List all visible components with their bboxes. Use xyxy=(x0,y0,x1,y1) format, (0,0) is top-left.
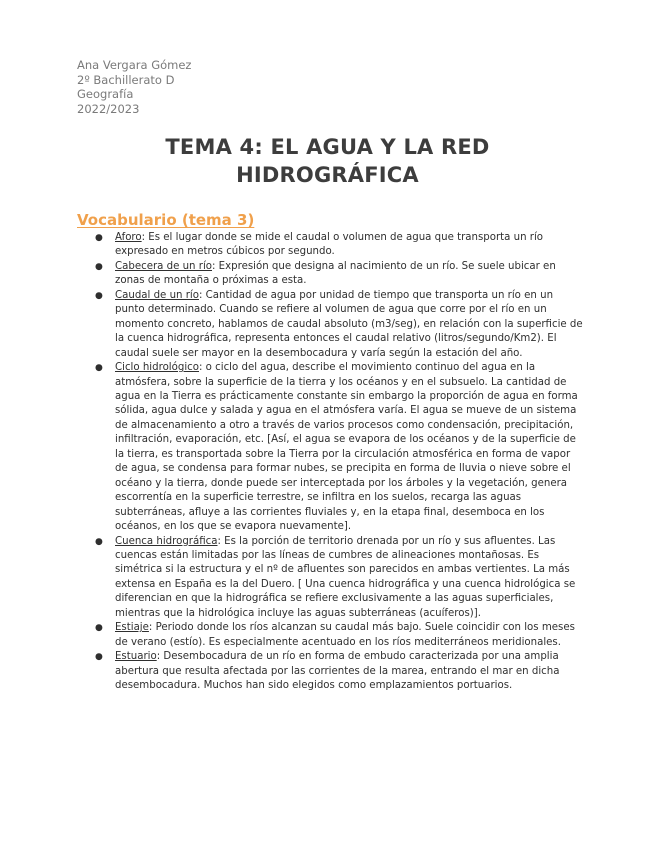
list-item xyxy=(95,260,585,289)
term-definition: : o ciclo del agua, describe el movimiento continuo del agua en la atmósfera, sobre la superficie de la tierra y los océanos y en el subsuelo. La cantidad de agua en la Tierra es prácticamente constante sin embargo la proporción de agua en forma sólida, agua dulce y salada y agua en el atmósfera varía. El agua se mueve de un sistema de almacenamiento a otro a través de varios procesos como condensación, precipitación, infiltración, evaporación, etc. [Así, el agua se evapora de los océanos y de la superficie de la tierra, es transportada sobre la Tierra por la circulación atmosférica en forma de vapor de agua, se condensa para formar nubes, se precipita en forma de lluvia o nieve sobre el océano y la tierra, donde puede ser interceptada por los árboles y la vegetación, genera escorrentía en la superficie terrestre, se infiltra en los suelos, recarga las aguas subterráneas, afluye a las corrientes fluviales y, en la etapa final, desemboca en los océanos, en los que se evapora nuevamente]. xyxy=(115,362,578,533)
term-label: Aforo xyxy=(115,232,142,243)
author-header xyxy=(77,58,191,116)
bullet-icon: ● xyxy=(95,290,103,301)
term-definition: : Desembocadura de un río en forma de embudo caracterizada por una amplia abertura que resulta afectada por las corrientes de la marea, entrando el mar en dicha desembocadura. Muchos han sido elegidos como emplazamientos portuarios. xyxy=(115,651,560,692)
term-label: Estuario xyxy=(115,651,157,663)
bullet-icon: ● xyxy=(95,536,103,547)
term-label: Cuenca hidrográfica xyxy=(115,535,218,547)
bullet-icon: ● xyxy=(95,233,103,243)
term-definition: : Expresión que designa al nacimiento de un río. Se suele ubicar en zonas de montaña o próximas a esta. xyxy=(115,260,556,287)
section-heading-vocabulary: Vocabulario (tema 3) xyxy=(77,211,255,229)
title-line-1: TEMA 4: EL AGUA Y LA RED xyxy=(165,135,490,159)
subject-label: Geografía xyxy=(77,87,134,102)
bullet-icon: ● xyxy=(95,261,103,272)
list-item xyxy=(95,621,585,650)
title-line-2: HIDROGRÁFICA xyxy=(236,163,419,187)
term-definition: : Periodo donde los ríos alcanzan su caudal más bajo. Suele coincidir con los meses de verano (estío). Es especialmente acentuado en los ríos mediterráneos meridionales. xyxy=(115,622,575,648)
term-label: Ciclo hidrológico xyxy=(115,362,199,374)
bullet-icon: ● xyxy=(95,363,103,374)
school-year: 2022/2023 xyxy=(77,101,140,116)
list-item xyxy=(95,650,585,693)
term-label: Caudal de un río xyxy=(115,289,199,301)
term-label: Cabecera de un río xyxy=(115,260,213,272)
vocabulary-list xyxy=(95,231,585,694)
page-title xyxy=(60,133,595,189)
term-definition: : Cantidad de agua por unidad de tiempo que transporta un río en un punto determinado. Cuando se refiere al volumen de agua que corre por el río en un momento concreto, hablamos de caudal absoluto (m3/seg), en relación con la superficie de la cuenca hidrográfica, representa entonces el caudal relativo (litros/segundo/Km2). El caudal suele ser mayor en la desembocadura y varía según la estación del año. xyxy=(115,289,583,359)
course-label: 2º Bachillerato D xyxy=(77,72,175,87)
list-item xyxy=(95,289,585,361)
term-label: Estiaje xyxy=(115,622,149,634)
term-definition: : Es la porción de territorio drenada por un río y sus afluentes. Las cuencas están limitadas por las líneas de cumbres de alineaciones montañosas. Es simétrica si la estructura y el nº de afluentes son parecidos en ambas vertientes. La más extensa en España es la del Duero. [ Una cuenca hidrográfica y una cuenca hidrológica se diferencian en que la hidrográfica se refiere exclusivamente a las aguas superficiales, mientras que la hidrológica incluye las aguas subterráneas (acuíferos)]. xyxy=(115,535,576,619)
bullet-icon: ● xyxy=(95,623,103,634)
list-item xyxy=(95,535,585,622)
term-definition: : Es el lugar donde se mide el caudal o volumen de agua que transporta un río expresado en metros cúbicos por segundo. xyxy=(115,232,544,258)
author-name: Ana Vergara Gómez xyxy=(77,58,192,72)
list-item xyxy=(95,231,585,260)
bullet-icon: ● xyxy=(95,652,103,663)
list-item xyxy=(95,361,585,534)
